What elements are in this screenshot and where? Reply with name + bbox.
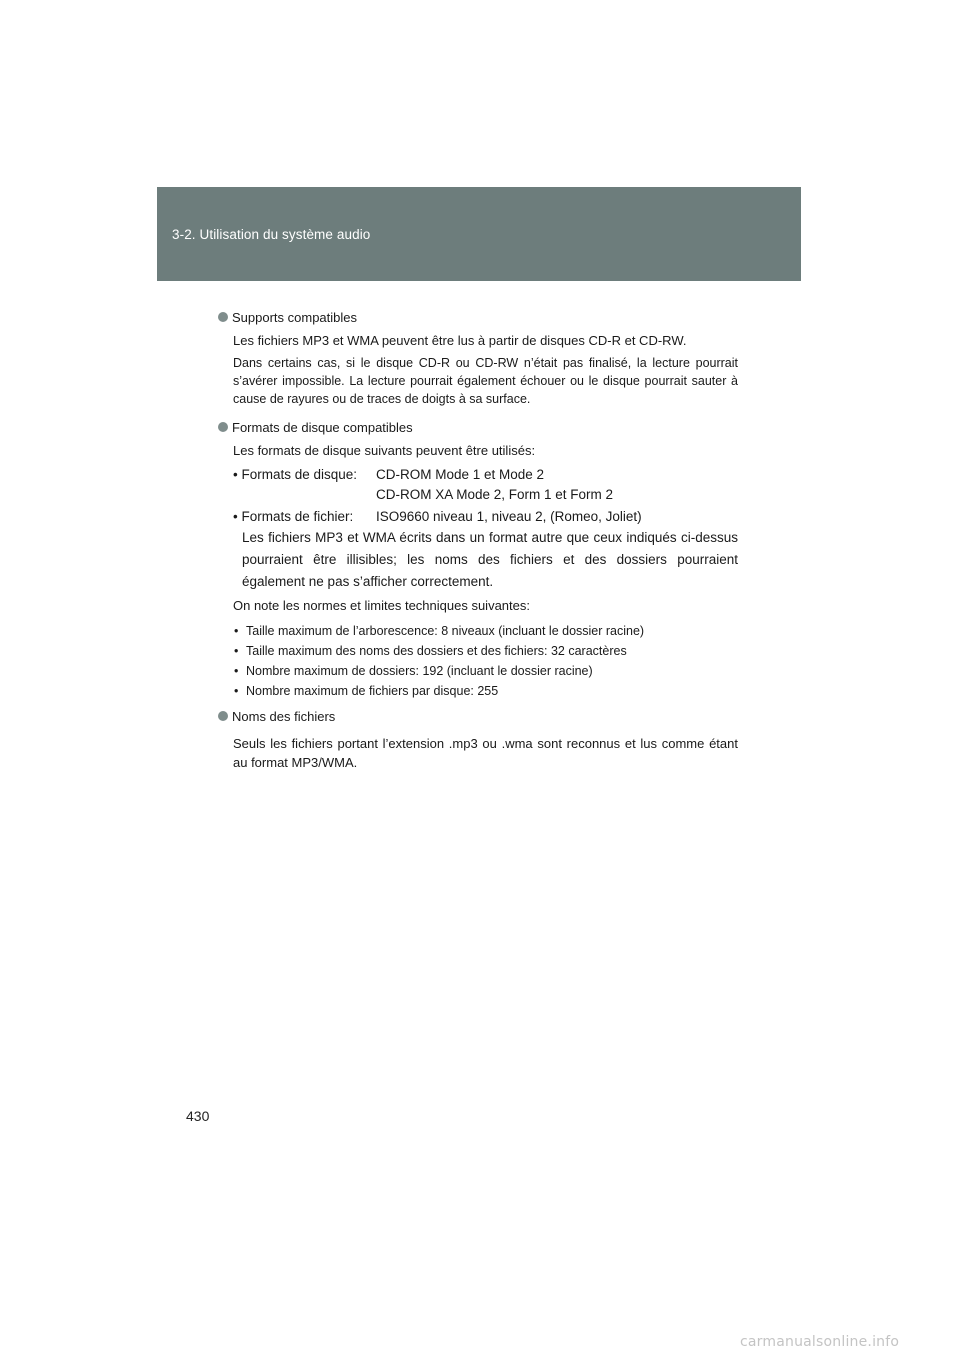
formats-title: Formats de disque compatibles: [232, 420, 413, 435]
page-number: 430: [186, 1108, 210, 1124]
watermark: carmanualsonline.info: [740, 1334, 900, 1350]
supports-paragraph-2: Dans certains cas, si le disque CD-R ou CD-RW n’était pas finalisé, la lecture pourrait s’avérer impossible. La lecture pourrait également échouer ou le disque pourrait sauter à cause de rayures ou de traces de doigts à sa surface.: [233, 356, 738, 406]
formats-intro: Les formats de disque suivants peuvent être utilisés:: [233, 443, 536, 458]
list-item: • Taille maximum de l’arborescence: 8 niveaux (incluant le dossier racine): [233, 621, 738, 641]
formats-note: Les fichiers MP3 et WMA écrits dans un format autre que ceux indiqués ci-dessus pourraient être illisibles; les noms des fichiers et des dossiers pourraient également ne pas s’afficher correctement.: [242, 530, 738, 589]
section-title: 3-2. Utilisation du système audio: [172, 227, 371, 242]
bullet-dot-icon: [218, 312, 228, 322]
limits-intro: On note les normes et limites techniques suivantes:: [233, 598, 530, 613]
file-format-value: ISO9660 niveau 1, niveau 2, (Romeo, Joliet): [376, 509, 642, 524]
page-content: [218, 308, 738, 772]
section-header-band: [157, 187, 801, 281]
section-heading: [218, 707, 738, 726]
file-formats-row: [233, 507, 738, 527]
section-formats: [218, 418, 738, 701]
supports-paragraph-1: Les fichiers MP3 et WMA peuvent être lus à partir de disques CD-R et CD-RW.: [233, 333, 687, 348]
list-item: • Nombre maximum de fichiers par disque: 255: [233, 681, 738, 701]
list-item: • Nombre maximum de dossiers: 192 (incluant le dossier racine): [233, 661, 738, 681]
disc-format-value: CD-ROM Mode 1 et Mode 2: [376, 467, 545, 482]
filenames-paragraph: Seuls les fichiers portant l’extension .mp3 ou .wma sont reconnus et lus comme étant au format MP3/WMA.: [233, 736, 738, 770]
disc-format-value: CD-ROM XA Mode 2, Form 1 et Form 2: [376, 487, 614, 502]
filenames-title: Noms des fichiers: [232, 709, 336, 724]
section-heading: [218, 308, 738, 327]
section-filenames: [218, 707, 738, 772]
bullet-dot-icon: [218, 711, 228, 721]
section-supports: [218, 308, 738, 408]
file-formats-label: • Formats de fichier:: [233, 509, 354, 524]
list-item: • Taille maximum des noms des dossiers et des fichiers: 32 caractères: [233, 641, 738, 661]
limits-list: [233, 621, 738, 701]
section-heading: [218, 418, 738, 437]
bullet-dot-icon: [218, 422, 228, 432]
supports-title: Supports compatibles: [232, 310, 358, 325]
disc-formats-row: [233, 465, 738, 505]
disc-formats-label: • Formats de disque:: [233, 467, 358, 482]
